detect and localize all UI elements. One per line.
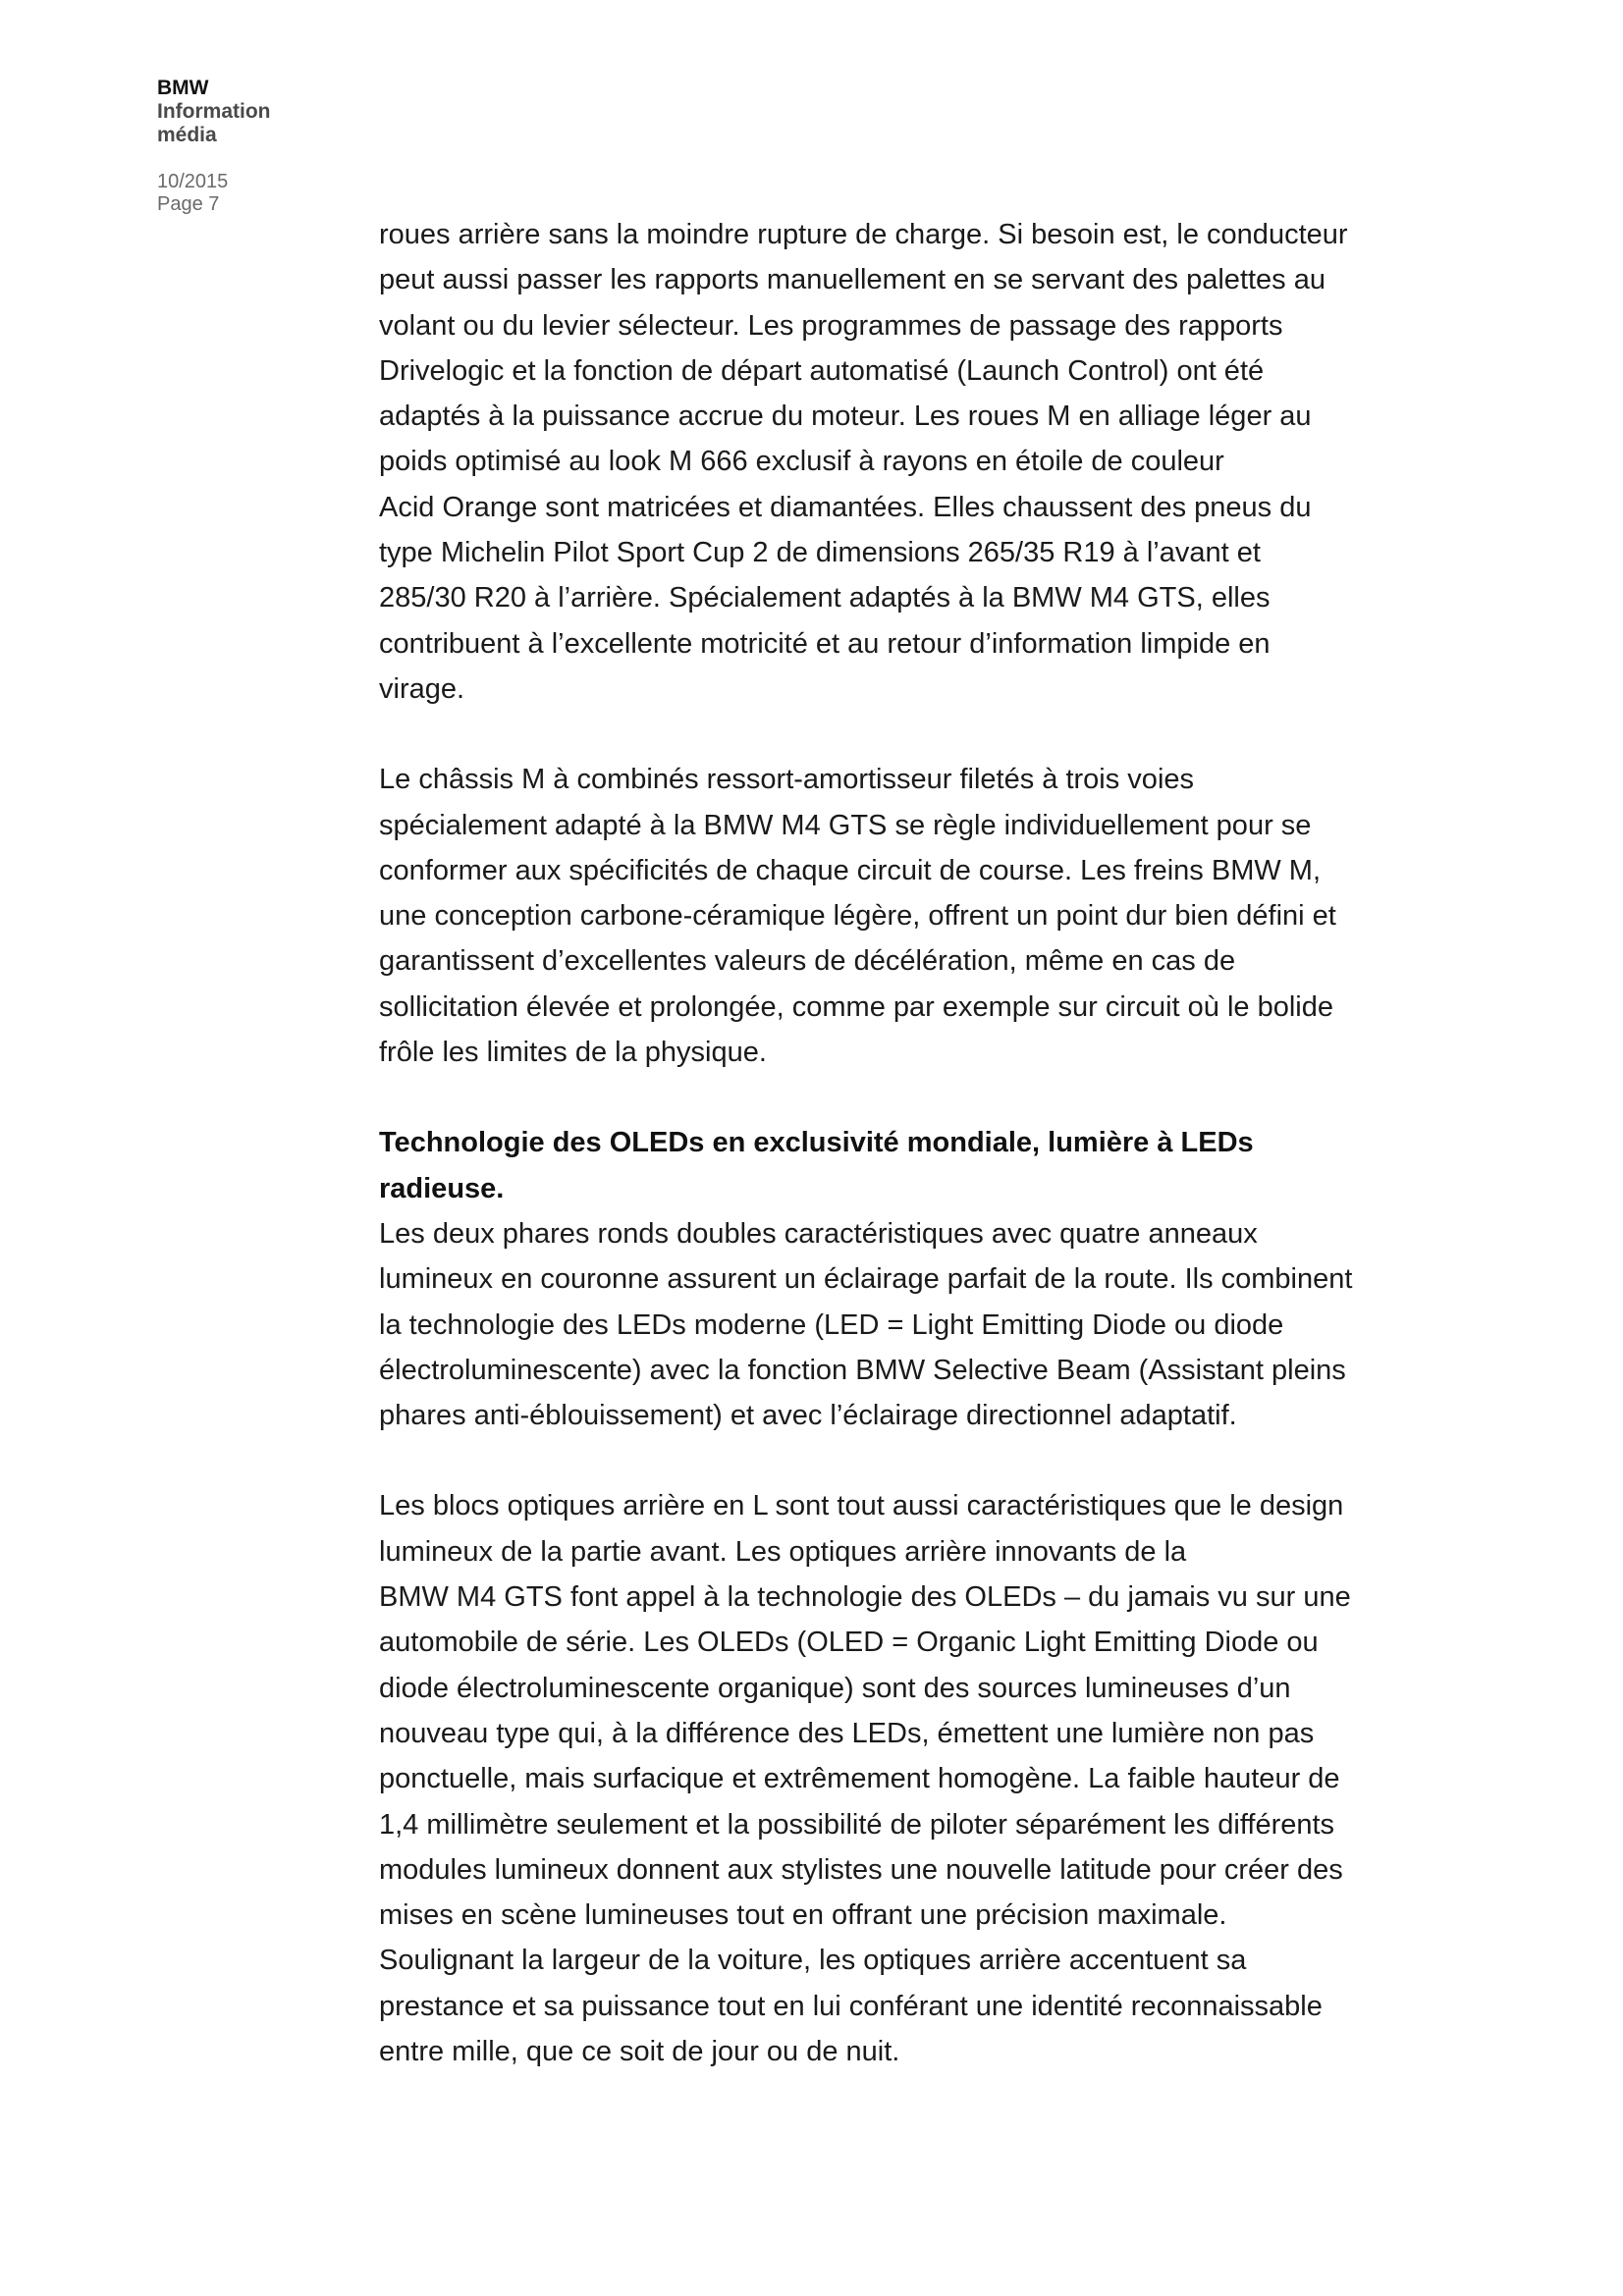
paragraph-headlights — [379, 1211, 1400, 1438]
document-header — [157, 77, 353, 216]
text-line: virage. — [379, 672, 465, 705]
text-line: garantissent d’excellentes valeurs de décélération, même en cas de — [379, 945, 1236, 978]
brand-name: BMW — [157, 77, 209, 99]
text-line: adaptés à la puissance accrue du moteur. Les roues M en alliage léger au — [379, 400, 1312, 433]
text-line: Drivelogic et la fonction de départ automatisé (Launch Control) ont été — [379, 354, 1265, 387]
text-line: 285/30 R20 à l’arrière. Spécialement adaptés à la BMW M4 GTS, elles — [379, 582, 1271, 614]
text-line: Soulignant la largeur de la voiture, les optiques arrière accentuent sa — [379, 1945, 1247, 1977]
document-body — [379, 212, 1400, 2074]
header-media: média — [157, 124, 217, 146]
text-line: lumineux de la partie avant. Les optiques arrière innovants de la — [379, 1535, 1187, 1568]
paragraph-wheels — [379, 212, 1400, 712]
text-line: 1,4 millimètre seulement et la possibilité de piloter séparément les différents — [379, 1808, 1335, 1841]
text-line: volant ou du levier sélecteur. Les programmes de passage des rapports — [379, 309, 1283, 342]
text-line: conformer aux spécificités de chaque circuit de course. Les freins BMW M, — [379, 854, 1321, 886]
text-line: électroluminescente) avec la fonction BMW Selective Beam (Assistant pleins — [379, 1354, 1346, 1386]
text-line: prestance et sa puissance tout en lui conférant une identité reconnaissable — [379, 1990, 1323, 2022]
page-number: Page 7 — [157, 193, 220, 215]
text-line: une conception carbone-céramique légère, offrent un point dur bien défini et — [379, 900, 1336, 933]
text-line: automobile de série. Les OLEDs (OLED = Organic Light Emitting Diode ou — [379, 1627, 1319, 1659]
text-line: Les deux phares ronds doubles caractéristiques avec quatre anneaux — [379, 1217, 1258, 1250]
text-line: la technologie des LEDs moderne (LED = Light Emitting Diode ou diode — [379, 1308, 1284, 1341]
text-line: type Michelin Pilot Sport Cup 2 de dimensions 265/35 R19 à l’avant et — [379, 537, 1261, 569]
text-line: Le châssis M à combinés ressort-amortisseur filetés à trois voies — [379, 764, 1195, 796]
text-line: peut aussi passer les rapports manuellement en se servant des palettes au — [379, 264, 1325, 296]
text-line: Les blocs optiques arrière en L sont tout aussi caractéristiques que le design — [379, 1490, 1344, 1522]
text-line: ponctuelle, mais surfacique et extrêmement homogène. La faible hauteur de — [379, 1763, 1340, 1795]
text-line: frôle les limites de la physique. — [379, 1037, 767, 1069]
text-line: diode électroluminescente organique) sont des sources lumineuses d’un — [379, 1672, 1291, 1704]
text-line: lumineux en couronne assurent un éclairage parfait de la route. Ils combinent — [379, 1263, 1353, 1296]
text-line: contribuent à l’excellente motricité et au retour d’information limpide en — [379, 627, 1271, 660]
text-line: entre mille, que ce soit de jour ou de nuit. — [379, 2035, 900, 2067]
text-line: phares anti-éblouissement) et avec l’éclairage directionnel adaptatif. — [379, 1400, 1237, 1432]
text-line: Acid Orange sont matricées et diamantées. Elles chaussent des pneus du — [379, 491, 1312, 523]
text-line: mises en scène lumineuses tout en offrant une précision maximale. — [379, 1899, 1227, 1932]
section-heading — [379, 1120, 1400, 1211]
document-date: 10/2015 — [157, 171, 229, 192]
heading-line: radieuse. — [379, 1172, 505, 1204]
text-line: BMW M4 GTS font appel à la technologie des OLEDs – du jamais vu sur une — [379, 1581, 1351, 1614]
text-line: nouveau type qui, à la différence des LEDs, émettent une lumière non pas — [379, 1717, 1315, 1749]
text-line: spécialement adapté à la BMW M4 GTS se règle individuellement pour se — [379, 809, 1312, 841]
paragraph-chassis — [379, 757, 1400, 1075]
text-line: modules lumineux donnent aux stylistes une nouvelle latitude pour créer des — [379, 1853, 1343, 1886]
paragraph-rear-lights — [379, 1483, 1400, 2074]
text-line: sollicitation élevée et prolongée, comme par exemple sur circuit où le bolide — [379, 990, 1334, 1023]
header-information: Information — [157, 100, 271, 123]
text-line: poids optimisé au look M 666 exclusif à rayons en étoile de couleur — [379, 446, 1224, 478]
text-line: roues arrière sans la moindre rupture de charge. Si besoin est, le conducteur — [379, 219, 1348, 250]
heading-line: Technologie des OLEDs en exclusivité mondiale, lumière à LEDs — [379, 1127, 1254, 1159]
